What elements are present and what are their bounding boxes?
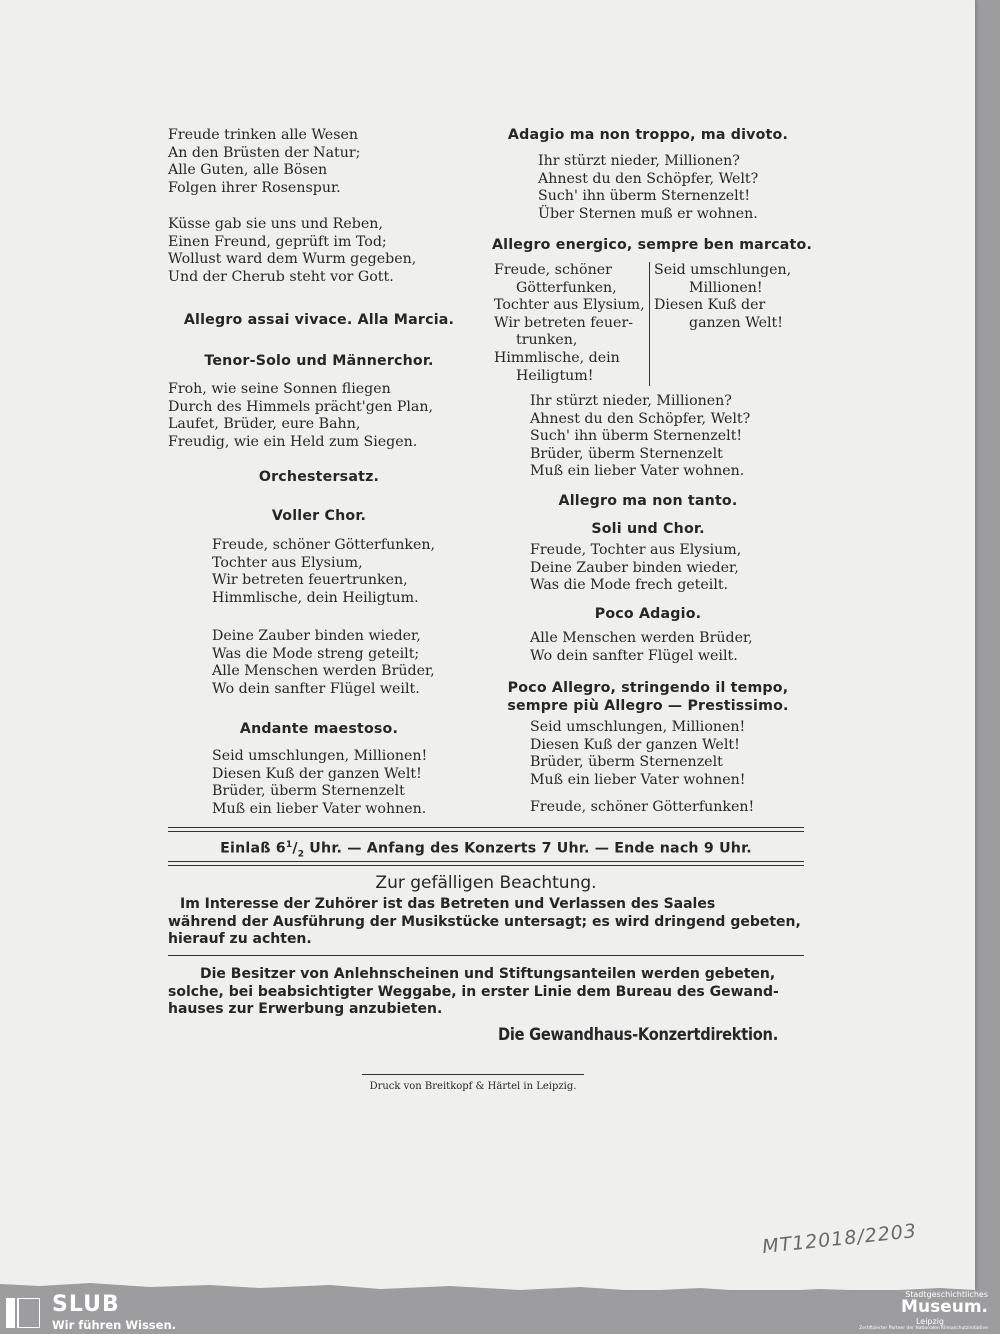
verse-line: Ihr stürzt nieder, Millionen?	[530, 393, 732, 409]
fraction-denominator: 2	[297, 849, 305, 860]
verse-line: Such' ihn überm Sternenzelt!	[530, 428, 743, 445]
verse-line: Himmlische, dein Heiligtum.	[212, 589, 419, 606]
closing-line	[530, 799, 754, 817]
verse-line: Freude trinken alle Wesen	[168, 127, 359, 143]
verse-line: Freude, schöner Götterfunken!	[530, 799, 755, 815]
heading-allegro-non-tanto: Allegro ma non tanto.	[558, 493, 738, 509]
verse-line: Freudig, wie ein Held zum Siegen.	[168, 433, 418, 450]
verse-line: Wollust ward dem Wurm gegeben,	[168, 251, 417, 268]
right-stanza-2	[530, 393, 750, 481]
verse-line: trunken,	[516, 332, 578, 349]
heading-poco-adagio: Poco Adagio.	[594, 606, 702, 622]
verse-line: Froh, wie seine Sonnen fliegen	[168, 381, 391, 397]
verse-line: Heiligtum!	[516, 367, 594, 384]
verse-line: Wo dein sanfter Flügel weilt.	[212, 680, 420, 697]
verse-line: Wir betreten feuer-	[494, 314, 634, 331]
verse-line: Laufet, Brüder, eure Bahn,	[168, 416, 361, 433]
verse-line: Durch des Himmels prächt'gen Plan,	[168, 398, 434, 415]
heading-andante: Andante maestoso.	[239, 721, 399, 737]
verse-line: Wo dein sanfter Flügel weilt.	[530, 647, 738, 664]
verse-line: Diesen Kuß der ganzen Welt!	[530, 736, 740, 753]
verse-line: Tochter aus Elysium,	[494, 297, 645, 314]
slub-name: SLUB	[52, 1292, 120, 1317]
verse-line: Alle Menschen werden Brüder,	[530, 630, 753, 646]
verse-line: Freude, Tochter aus Elysium,	[530, 542, 742, 558]
museum-name: Museum.	[901, 1297, 988, 1317]
museum-note: Zertifizierter Partner der Nationalen Klimaschutzinitiative	[859, 1326, 988, 1331]
verse-line: Seid umschlungen,	[654, 262, 792, 278]
shelfmark-note: MT12018/2203	[761, 1219, 918, 1259]
heading-poco-allegro	[492, 679, 804, 715]
verse-line: Seid umschlungen, Millionen!	[530, 719, 746, 735]
printer-rule	[362, 1074, 584, 1075]
double-rule-bottom-2	[168, 865, 804, 866]
notice-body	[168, 896, 801, 949]
verse-line: Muß ein lieber Vater wohnen.	[212, 800, 427, 817]
verse-line: Muß ein lieber Vater wohnen.	[530, 463, 745, 480]
verse-line: Wir betreten feuertrunken,	[212, 572, 408, 589]
verse-line: Was die Mode streng geteilt;	[212, 645, 420, 662]
verse-line: Deine Zauber binden wieder,	[212, 628, 421, 644]
left-stanza-3	[168, 381, 433, 451]
verse-line: Alle Guten, alle Bösen	[168, 162, 328, 179]
notice-line: Die Besitzer von Anlehnscheinen und Stiftungsanteilen werden gebeten,	[200, 966, 776, 982]
schedule-einlass: Einlaß 6	[220, 840, 286, 857]
right-stanza-4	[530, 630, 753, 665]
schedule-rest: Uhr. — Anfang des Konzerts 7 Uhr. — Ende nach 9 Uhr.	[304, 840, 752, 857]
verse-line: An den Brüsten der Natur;	[168, 144, 361, 161]
verse-line: Ahnest du den Schöpfer, Welt?	[530, 410, 751, 427]
double-rule-top-2	[168, 831, 804, 832]
split-divider	[649, 262, 650, 386]
verse-line: Diesen Kuß der	[654, 297, 766, 314]
signature: Die Gewandhaus-Konzertdirektion.	[498, 1025, 778, 1045]
notice-line: hauses zur Erwerbung anzubieten.	[168, 1001, 443, 1017]
left-stanza-5	[212, 628, 435, 698]
notice-line: Im Interesse der Zuhörer ist das Betreten und Verlassen des Saales	[180, 896, 716, 912]
double-rule-bottom	[168, 861, 804, 862]
heading-soli-chor: Soli und Chor.	[591, 521, 705, 537]
heading-allegro-energico: Allegro energico, sempre ben marcato.	[492, 237, 813, 253]
verse-line: Ahnest du den Schöpfer, Welt?	[538, 170, 759, 187]
verse-line: Freude, schöner Götterfunken,	[212, 537, 436, 553]
verse-line: Küsse gab sie uns und Reben,	[168, 216, 383, 232]
left-stanza-2	[168, 216, 416, 286]
verse-line: Brüder, überm Sternenzelt	[530, 445, 723, 462]
left-stanza-1	[168, 127, 360, 197]
verse-line: Tochter aus Elysium,	[212, 554, 363, 571]
notice-line: hierauf zu achten.	[168, 931, 312, 947]
heading-voller-chor: Voller Chor.	[271, 508, 367, 524]
right-stanza-5	[530, 719, 745, 789]
verse-line: Himmlische, dein	[494, 349, 620, 366]
concert-schedule: Einlaß $6^1/_2$ Uhr. — Anfang des Konzerts 7 Uhr. — Ende nach 9 Uhr.	[220, 840, 752, 860]
printer-credit: Druck von Breitkopf & Härtel in Leipzig.	[369, 1081, 577, 1092]
split-left-column	[494, 262, 645, 385]
verse-line: Diesen Kuß der ganzen Welt!	[212, 765, 422, 782]
left-stanza-4	[212, 537, 435, 607]
verse-line: Brüder, überm Sternenzelt	[212, 783, 405, 800]
verse-line: Was die Mode frech geteilt.	[530, 577, 729, 594]
heading-adagio: Adagio ma non troppo, ma divoto.	[507, 127, 789, 143]
verse-line: Seid umschlungen, Millionen!	[212, 748, 428, 764]
notice-body-2	[168, 966, 779, 1019]
verse-line: Götterfunken,	[516, 279, 617, 296]
heading-line: Poco Allegro, stringendo il tempo,	[507, 680, 789, 696]
heading-line: sempre più Allegro — Prestissimo.	[507, 698, 789, 714]
notice-title: Zur gefälligen Beachtung.	[375, 873, 597, 893]
verse-line: Und der Cherub steht vor Gott.	[168, 268, 394, 285]
notice-line: während der Ausführung der Musikstücke untersagt; es wird dringend gebeten,	[168, 913, 801, 930]
museum-small: Stadtgeschichtliches	[905, 1290, 988, 1299]
heading-orchestersatz: Orchestersatz.	[258, 469, 380, 485]
slub-tagline: Wir führen Wissen.	[52, 1318, 177, 1332]
verse-line: Brüder, überm Sternenzelt	[530, 754, 723, 771]
museum-city: Leipzig	[915, 1317, 944, 1326]
verse-line: Alle Menschen werden Brüder,	[212, 663, 435, 680]
split-right-column	[654, 262, 791, 332]
right-stanza-3	[530, 542, 741, 595]
verse-line: Folgen ihrer Rosenspur.	[168, 179, 341, 196]
slub-logo-icon	[6, 1298, 40, 1328]
verse-line: Freude, schöner	[494, 262, 612, 278]
verse-line: Millionen!	[689, 279, 763, 296]
heading-allegro-marcia: Allegro assai vivace. Alla Marcia.	[183, 312, 455, 328]
verse-line: Muß ein lieber Vater wohnen!	[530, 771, 746, 788]
notice-line: solche, bei beabsichtigter Weggabe, in erster Linie dem Bureau des Gewand-	[168, 983, 779, 1000]
fraction-numerator: 1	[285, 840, 293, 850]
verse-line: Such' ihn überm Sternenzelt!	[538, 188, 751, 205]
verse-line: Ihr stürzt nieder, Millionen?	[538, 153, 740, 169]
notice-divider	[168, 955, 804, 956]
heading-tenor-solo: Tenor-Solo und Männerchor.	[204, 353, 434, 369]
footer-bar	[0, 1290, 1000, 1334]
verse-line: Einen Freund, geprüft im Tod;	[168, 233, 387, 250]
left-stanza-6	[212, 748, 427, 818]
verse-line: Über Sternen muß er wohnen.	[538, 205, 758, 222]
verse-line: Deine Zauber binden wieder,	[530, 559, 739, 576]
right-stanza-1	[538, 153, 758, 223]
verse-line: ganzen Welt!	[689, 314, 783, 331]
double-rule-top	[168, 827, 804, 828]
